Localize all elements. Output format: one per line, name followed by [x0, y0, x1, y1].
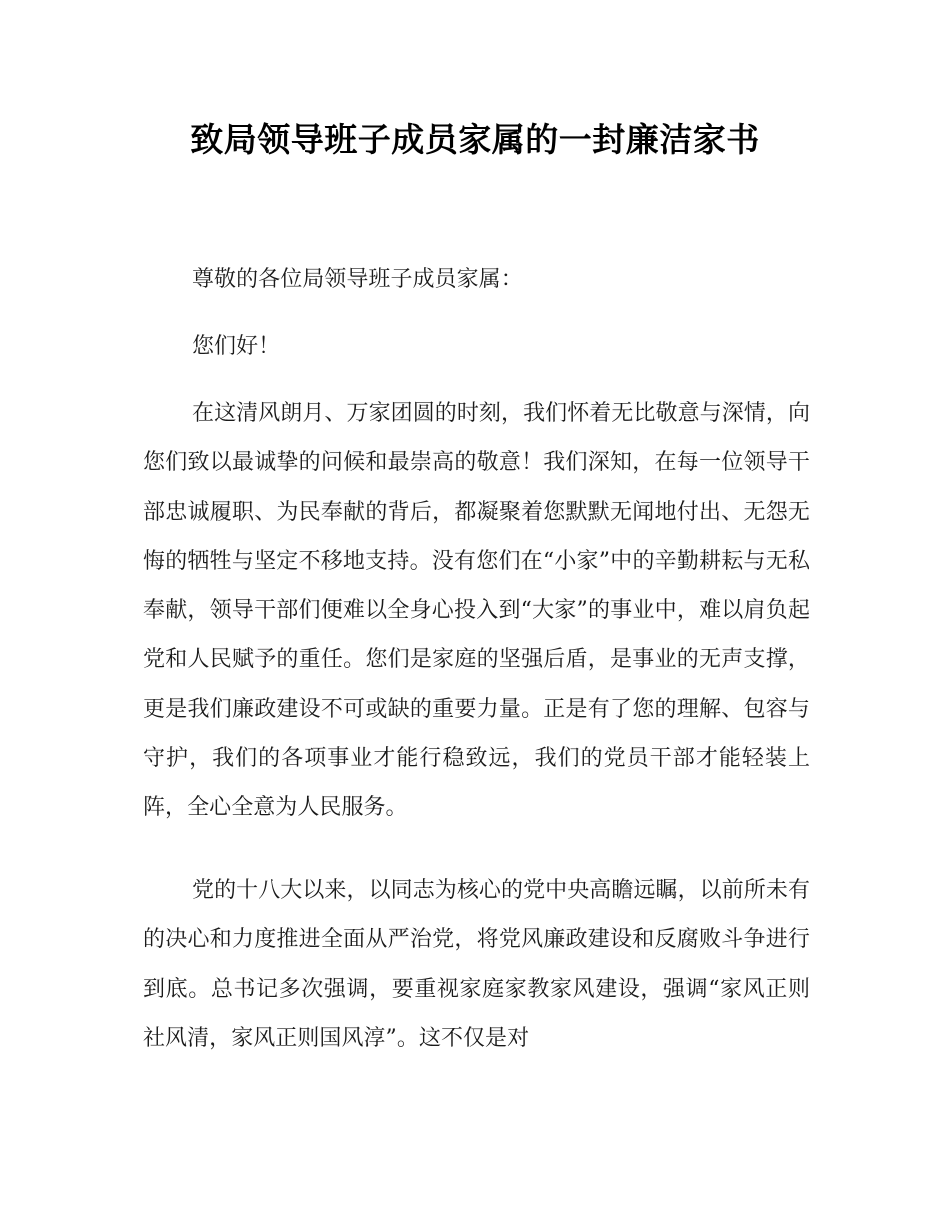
salutation: 尊敬的各位局领导班子成员家属： [192, 267, 523, 292]
greeting: 您们好！ [192, 334, 281, 359]
document-title: 致局领导班子成员家属的一封廉洁家书 [190, 120, 760, 159]
body-paragraph-1: 在这清风朗月、万家团圆的时刻，我们怀着无比敬意与深情，向您们致以最诚挚的问候和最崇高的敬意！我们深知，在每一位领导干部忠诚履职、为民奉献的背后，都凝聚着您默默无闻地付出、无怨无悔的牺牲与坚定不移地支持。没有您们在“小家”中的辛勤耕耘与无私奉献，领导干部们便难以全身心投入到“大家”的事业中，难以肩负起党和人民赋予的重任。您们是家庭的坚强后盾，是事业的无声支撑，更是我们廉政建设不可或缺的重要力量。正是有了您的理解、包容与守护，我们的各项事业才能行稳致远，我们的党员干部才能轻装上阵，全心全意为人民服务。 [143, 401, 810, 821]
body-paragraph-2: 党的十八大以来，以同志为核心的党中央高瞻远瞩，以前所未有的决心和力度推进全面从严治党，将党风廉政建设和反腐败斗争进行到底。总书记多次强调，要重视家庭家教家风建设，强调“家风正则社风清，家风正则国风淳”。这不仅是对 [143, 878, 810, 1051]
